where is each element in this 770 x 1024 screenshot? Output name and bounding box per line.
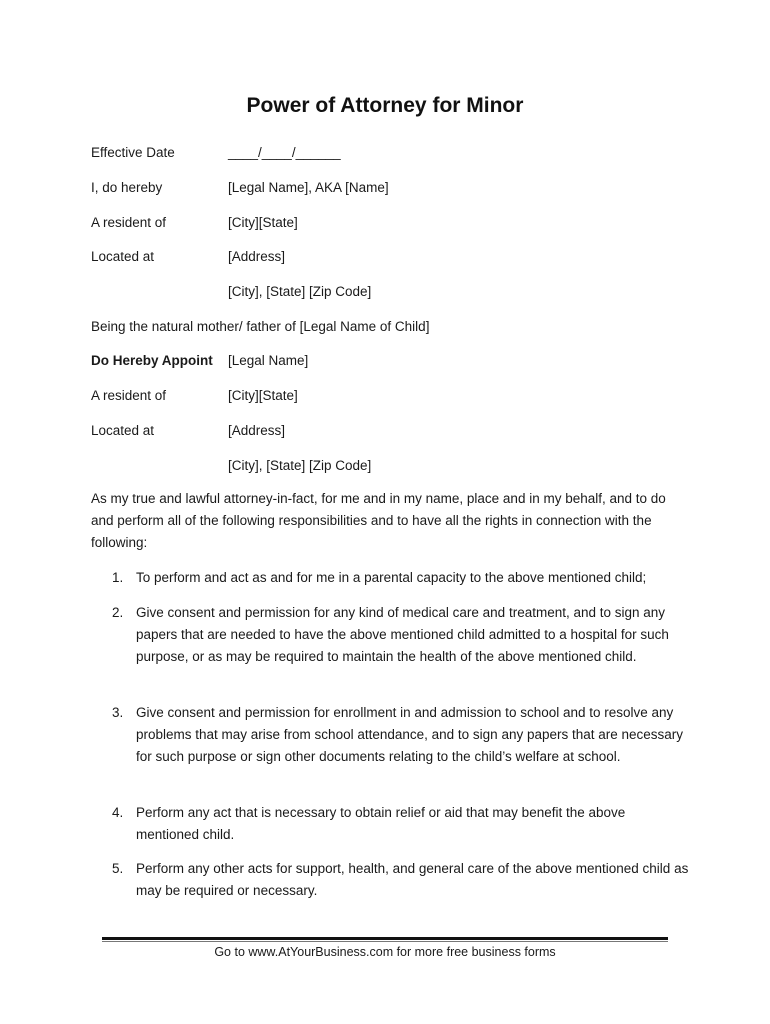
agent-name-row (91, 351, 308, 371)
grantor-resident-value: [City][State] (228, 215, 298, 230)
list-item (112, 858, 692, 902)
effective-date-label: Effective Date (91, 145, 175, 160)
agent-address-label: Located at (91, 423, 155, 438)
intro-paragraph: As my true and lawful attorney-in-fact, for me and in my name, place and in my behalf, and to do and perform all of the following responsibilities and to have all the rights in connection with the following: (91, 491, 666, 550)
grantor-resident-row (91, 213, 298, 233)
grantor-city-line: [City], [State] [Zip Code] (228, 284, 372, 299)
parent-statement: Being the natural mother/ father of [Legal Name of Child] (91, 319, 430, 334)
list-item-number: 4. (112, 805, 124, 820)
list-item-text: To perform and act as and for me in a parental capacity to the above mentioned child; (136, 570, 647, 585)
list-item (112, 602, 692, 668)
agent-city-line: [City], [State] [Zip Code] (228, 458, 372, 473)
list-item-number: 5. (112, 861, 124, 876)
agent-resident-value: [City][State] (228, 388, 298, 403)
document-title: Power of Attorney for Minor (246, 94, 524, 117)
list-item-text: Give consent and permission for enrollment in and admission to school and to resolve any problems that may arise from school attendance, and to sign any papers that are necessary for such purpose or sign other documents relating to the child’s welfare at school. (136, 705, 684, 764)
list-item-number: 2. (112, 605, 124, 620)
grantor-address-value: [Address] (228, 249, 286, 264)
footer-divider-thin (102, 941, 668, 942)
agent-appoint-label: Do Hereby Appoint (91, 353, 213, 368)
list-item-number: 3. (112, 705, 124, 720)
agent-name-value: [Legal Name] (228, 353, 309, 368)
grantor-name-row (91, 178, 389, 198)
list-item (112, 567, 692, 589)
effective-date-row (91, 143, 341, 163)
grantor-address-row (91, 247, 285, 267)
agent-address-value: [Address] (228, 423, 286, 438)
grantor-name-value: [Legal Name], AKA [Name] (228, 180, 389, 195)
grantor-resident-label: A resident of (91, 215, 167, 230)
grantor-name-label: I, do hereby (91, 180, 163, 195)
agent-resident-label: A resident of (91, 388, 167, 403)
list-item (112, 802, 692, 846)
footer-text: Go to www.AtYourBusiness.com for more free business forms (214, 945, 556, 959)
effective-date-value: ____/____/______ (228, 145, 341, 160)
list-item-text: Perform any other acts for support, health, and general care of the above mentioned child as may be required or necessary. (136, 861, 689, 898)
grantor-address-label: Located at (91, 249, 155, 264)
list-item-number: 1. (112, 570, 124, 585)
list-item-text: Give consent and permission for any kind of medical care and treatment, and to sign any papers that are needed to have the above mentioned child admitted to a hospital for such purpose, or as may be required to maintain the health of the above mentioned child. (136, 605, 669, 664)
list-item (112, 702, 692, 768)
agent-address-row (91, 421, 285, 441)
agent-resident-row (91, 386, 298, 406)
list-item-text: Perform any act that is necessary to obtain relief or aid that may benefit the above mentioned child. (136, 805, 626, 842)
footer-divider (102, 937, 668, 940)
